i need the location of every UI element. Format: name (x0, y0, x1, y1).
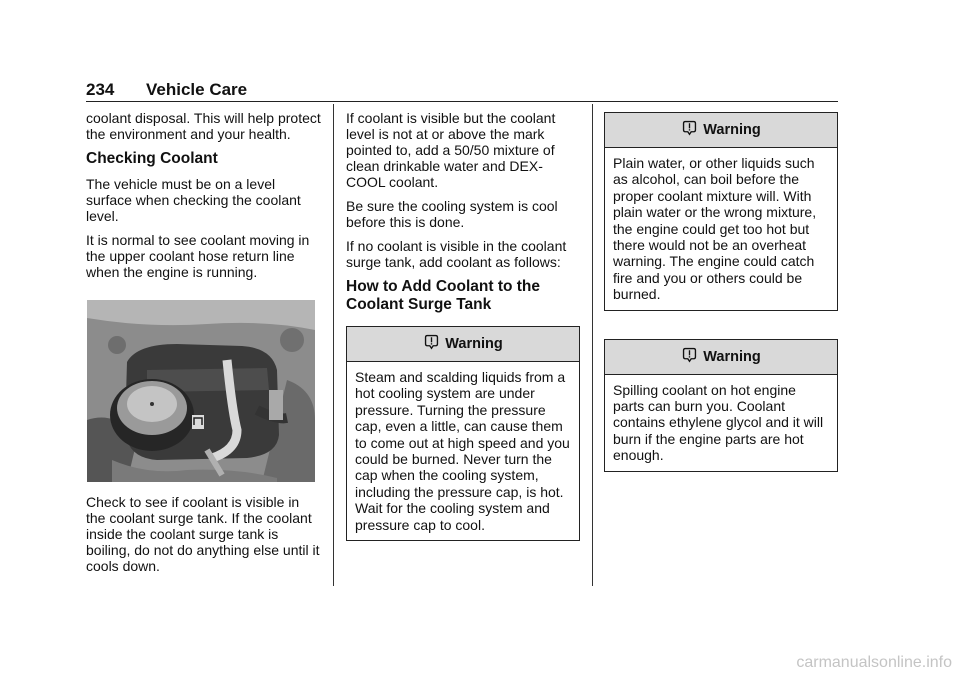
warning-title: Warning (703, 348, 761, 365)
warning-icon (681, 119, 698, 136)
column-2 (346, 110, 580, 541)
warning-text: Steam and scalding liquids from a hot cooling system are under pressure. Turning the pressure cap, even a little, can cause them to come out at high speed and you could be burned. Never turn the cap when the cooling system, including the pressure cap, is hot. Wait for the cooling system and pressure cap to cool. (355, 369, 570, 533)
add-mixture-paragraph: If coolant is visible but the coolant level is not at or above the mark pointed to, add a 50/50 mixture of clean drinkable water and DEX-COOL coolant. (346, 110, 556, 190)
level-surface-paragraph: The vehicle must be on a level surface when checking the coolant level. (86, 176, 301, 224)
column-divider-1 (333, 104, 334, 586)
warning-title: Warning (703, 122, 761, 138)
warning-title: Warning (445, 336, 503, 352)
column-3 (604, 112, 838, 472)
coolant-surge-tank-photo (87, 300, 315, 482)
page-number: 234 (86, 80, 115, 99)
warning-header (605, 340, 837, 375)
watermark: carmanualsonline.info (796, 654, 952, 671)
add-coolant-heading: How to Add Coolant to the Coolant Surge Tank (346, 278, 540, 313)
warning-header (605, 113, 837, 148)
checking-coolant-heading: Checking Coolant (86, 150, 218, 167)
warning-header (347, 327, 579, 362)
intro-paragraph: coolant disposal. This will help protect the environment and your health. (86, 110, 321, 142)
no-coolant-paragraph: If no coolant is visible in the coolant surge tank, add coolant as follows: (346, 238, 567, 270)
warning-icon (423, 333, 440, 350)
warning-icon (681, 346, 698, 363)
warning-box-spilling (604, 339, 838, 472)
page-header (86, 80, 247, 100)
column-divider-2 (592, 104, 593, 586)
warning-box-plain-water (604, 112, 838, 311)
check-coolant-paragraph: Check to see if coolant is visible in the coolant surge tank. If the coolant inside the coolant surge tank is boiling, do not do anything else until it cools down. (86, 494, 320, 574)
header-rule (86, 101, 838, 102)
coolant-moving-paragraph: It is normal to see coolant moving in the upper coolant hose return line when the engine is running. (86, 232, 310, 280)
section-title: Vehicle Care (146, 80, 248, 99)
warning-text: Spilling coolant on hot engine parts can burn you. Coolant contains ethylene glycol and it will burn if the engine parts are hot enough. (613, 381, 824, 464)
warning-text: Plain water, or other liquids such as alcohol, can boil before the proper coolant mixture will. With plain water or the wrong mixture, the engine could get too hot but there would not be an overheat warning. The engine could catch fire and you or others could be burned. (613, 155, 817, 303)
warning-box-steam (346, 326, 580, 541)
cool-system-paragraph: Be sure the cooling system is cool before this is done. (346, 198, 558, 230)
column-1 (86, 110, 322, 582)
